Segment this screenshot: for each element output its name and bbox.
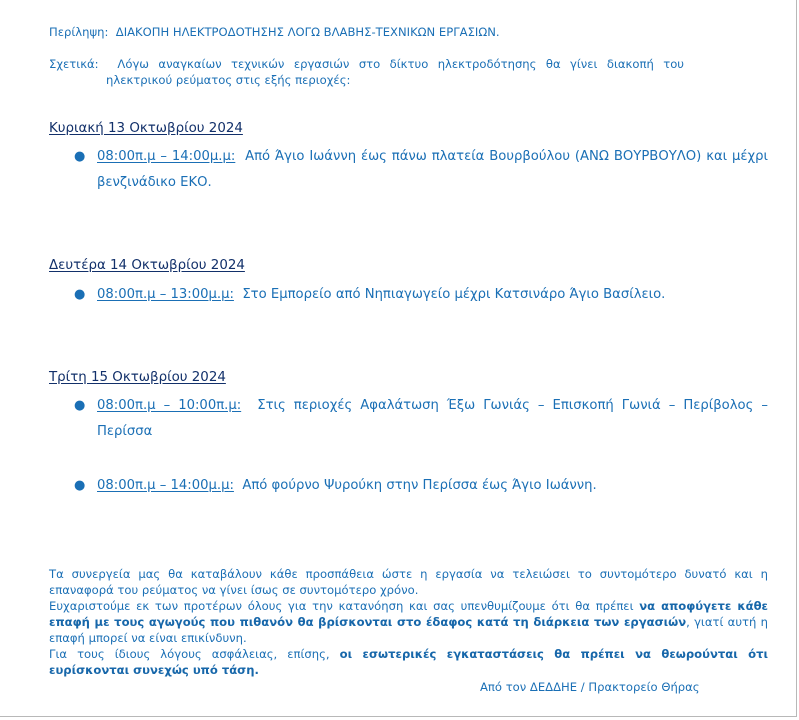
bullet-icon: ●: [74, 398, 86, 413]
closing-paragraph-1: Τα συνεργεία μας θα καταβάλουν κάθε προσπάθεια ώστε η εργασία να τελειώσει το συντομότερο δυνατό και η επαναφορά του ρεύματος να γίνει ίσως σε συντομότερο χρόνο.: [49, 567, 768, 597]
bullet-icon: ●: [74, 478, 86, 493]
closing-paragraph-2: [49, 598, 768, 646]
outage-time: 08:00π.μ – 13:00μ.μ:: [97, 287, 234, 302]
outage-text-block: [97, 282, 768, 308]
outage-area: Από φούρνο Ψυρούκη στην Περίσσα έως Άγιο Ιωάννη.: [242, 478, 597, 493]
outage-area: Από Άγιο Ιωάννη έως πάνω πλατεία Βουρβούλου (ΑΝΩ ΒΟΥΡΒΟΥΛΟ) και μέχρι βενζινάδικο ΕΚΟ.: [97, 149, 768, 190]
outage-text-block: [97, 473, 768, 499]
day-title-sunday: Κυριακή 13 Οκτωβρίου 2024: [49, 121, 243, 136]
outage-time: 08:00π.μ – 14:00μ.μ:: [97, 149, 236, 164]
outage-time: 08:00π.μ – 14:00μ.μ:: [97, 478, 234, 493]
closing-p3-text: Για τους ίδιους λόγους ασφάλειας, επίσης,: [49, 647, 330, 661]
regarding-line-1: Λόγω αναγκαίων τεχνικών εργασιών στο δίκτυο ηλεκτροδότησης θα γίνει διακοπή του: [117, 57, 685, 71]
closing-p2-text: Ευχαριστούμε εκ των προτέρων όλους για την κατανόηση και σας υπενθυμίζουμε ότι θα πρέπει: [49, 599, 634, 613]
outage-area: Στις περιοχές Αφαλάτωση Έξω Γωνιάς – Επισκοπή Γωνιά – Περίβολος – Περίσσα: [97, 398, 768, 439]
regarding-line-2: ηλεκτρικού ρεύματος στις εξής περιοχές:: [106, 73, 351, 87]
summary-line: [49, 24, 500, 40]
regarding-paragraph: [49, 56, 684, 88]
bullet-icon: ●: [74, 149, 86, 164]
closing-p2-warning: να αποφύγετε κάθε επαφή με τους αγωγούς που πιθανόν θα βρίσκονται στο έδαφος κατά τη διάρκεια των εργασιών: [49, 599, 769, 629]
outage-text-block: [97, 144, 768, 196]
outage-time: 08:00π.μ – 10:00π.μ:: [97, 398, 242, 413]
outage-item: [74, 393, 768, 445]
outage-text-block: [97, 393, 768, 445]
outage-item: [74, 282, 768, 308]
outage-area: Στο Εμπορείο από Νηπιαγωγείο μέχρι Κατσινάρο Άγιο Βασίλειο.: [242, 287, 666, 302]
signature: Από τον ΔΕΔΔΗΕ / Πρακτορείο Θήρας: [480, 680, 700, 694]
summary-label: Περίληψη:: [49, 25, 109, 39]
bullet-icon: ●: [74, 287, 86, 302]
day-title-tuesday: Τρίτη 15 Οκτωβρίου 2024: [49, 370, 226, 385]
outage-item: [74, 473, 768, 499]
summary-text: ΔΙΑΚΟΠΗ ΗΛΕΚΤΡΟΔΟΤΗΣΗΣ ΛΟΓΩ ΒΛΑΒΗΣ-ΤΕΧΝΙΚΩΝ ΕΡΓΑΣΙΩΝ.: [115, 25, 500, 39]
closing-paragraph-3: [49, 646, 768, 678]
day-title-monday: Δευτέρα 14 Οκτωβρίου 2024: [49, 258, 245, 273]
regarding-label: Σχετικά:: [49, 57, 99, 71]
closing-p3-warning: οι εσωτερικές εγκαταστάσεις θα πρέπει να θεωρούνται ότι ευρίσκονται συνεχώς υπό τάση.: [49, 647, 768, 677]
closing-paragraphs: [49, 566, 768, 678]
outage-item: [74, 144, 768, 196]
closing-p2-text-end: , γιατί αυτή η επαφή μπορεί να είναι επικίνδυνη.: [49, 615, 768, 645]
